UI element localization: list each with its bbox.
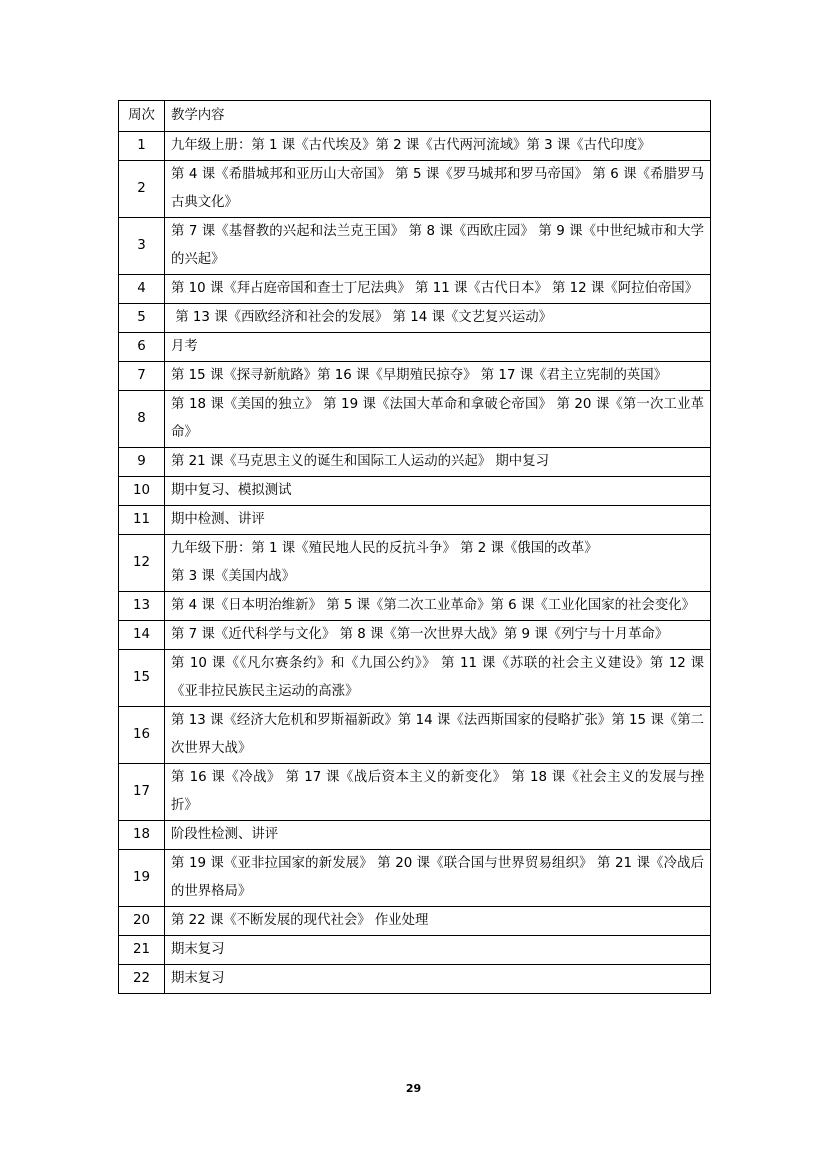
lesson-text: 期中检测、讲评 — [171, 512, 265, 527]
week-number: 15 — [119, 650, 165, 707]
lesson-text: 阶段性检测、讲评 — [171, 827, 279, 842]
lesson-text: 期末复习 — [171, 971, 225, 986]
lesson-content — [165, 707, 711, 764]
week-number: 18 — [119, 821, 165, 850]
lesson-text: 第 13 课《经济大危机和罗斯福新政》第 14 课《法西斯国家的侵略扩张》第 15 课《第二次世界大战》 — [171, 713, 704, 756]
table-row — [119, 936, 711, 965]
lesson-text: 第 21 课《马克思主义的诞生和国际工人运动的兴起》 期中复习 — [171, 454, 549, 469]
table-row — [119, 764, 711, 821]
lesson-text: 月考 — [171, 339, 198, 354]
lesson-content — [165, 333, 711, 362]
week-number: 1 — [119, 132, 165, 161]
lesson-text: 九年级上册：第 1 课《古代埃及》第 2 课《古代两河流域》第 3 课《古代印度》 — [171, 138, 651, 153]
table-row — [119, 132, 711, 161]
lesson-content — [165, 275, 711, 304]
lesson-content — [165, 592, 711, 621]
lesson-text: 期中复习、模拟测试 — [171, 483, 292, 498]
lesson-text: 第 15 课《探寻新航路》第 16 课《早期殖民掠夺》 第 17 课《君主立宪制的英国》 — [171, 368, 668, 383]
lesson-text: 第 22 课《不断发展的现代社会》 作业处理 — [171, 913, 429, 928]
week-number: 13 — [119, 592, 165, 621]
lesson-content — [165, 821, 711, 850]
lesson-content — [165, 161, 711, 218]
table-row — [119, 621, 711, 650]
lesson-text-line2: 第 3 课《美国内战》 — [171, 569, 296, 584]
lesson-content — [165, 965, 711, 994]
week-number: 2 — [119, 161, 165, 218]
week-number: 22 — [119, 965, 165, 994]
lesson-content — [165, 621, 711, 650]
table-row — [119, 391, 711, 448]
lesson-text: 第 13 课《西欧经济和社会的发展》 第 14 课《文艺复兴运动》 — [171, 310, 552, 325]
lesson-text: 第 4 课《希腊城邦和亚历山大帝国》 第 5 课《罗马城邦和罗马帝国》 第 6 课《希腊罗马古典文化》 — [171, 167, 704, 210]
lesson-text: 第 7 课《近代科学与文化》 第 8 课《第一次世界大战》第 9 课《列宁与十月革命》 — [171, 627, 669, 642]
lesson-content — [165, 535, 711, 592]
table-row — [119, 333, 711, 362]
lesson-text: 第 16 课《冷战》 第 17 课《战后资本主义的新变化》 第 18 课《社会主义的发展与挫折》 — [171, 770, 704, 813]
week-number: 14 — [119, 621, 165, 650]
week-number: 21 — [119, 936, 165, 965]
lesson-text: 第 4 课《日本明治维新》 第 5 课《第二次工业革命》第 6 课《工业化国家的社会变化》 — [171, 598, 696, 613]
lesson-content — [165, 391, 711, 448]
lesson-content — [165, 132, 711, 161]
teaching-schedule-table — [118, 100, 711, 994]
week-number: 4 — [119, 275, 165, 304]
lesson-content — [165, 506, 711, 535]
week-number: 7 — [119, 362, 165, 391]
table-header-row — [119, 101, 711, 132]
week-number: 20 — [119, 907, 165, 936]
lesson-content — [165, 477, 711, 506]
lesson-text: 期末复习 — [171, 942, 225, 957]
week-number: 3 — [119, 218, 165, 275]
lesson-content — [165, 907, 711, 936]
lesson-content — [165, 650, 711, 707]
table-row — [119, 592, 711, 621]
page-number: 29 — [405, 1082, 422, 1095]
table-row — [119, 362, 711, 391]
week-number: 11 — [119, 506, 165, 535]
table-row — [119, 907, 711, 936]
lesson-content — [165, 218, 711, 275]
table-row — [119, 821, 711, 850]
table-row — [119, 535, 711, 592]
table-row — [119, 218, 711, 275]
week-number: 5 — [119, 304, 165, 333]
table-row — [119, 707, 711, 764]
lesson-text: 第 7 课《基督教的兴起和法兰克王国》 第 8 课《西欧庄园》 第 9 课《中世纪城市和大学的兴起》 — [171, 224, 704, 267]
lesson-text: 九年级下册：第 1 课《殖民地人民的反抗斗争》 第 2 课《俄国的改革》 — [171, 541, 598, 556]
week-number: 6 — [119, 333, 165, 362]
table-row — [119, 448, 711, 477]
lesson-content — [165, 764, 711, 821]
week-number: 17 — [119, 764, 165, 821]
lesson-text: 第 10 课《《凡尔赛条约》和《九国公约》》 第 11 课《苏联的社会主义建设》第 12 课《亚非拉民族民主运动的高涨》 — [171, 656, 704, 699]
week-number: 9 — [119, 448, 165, 477]
table-row — [119, 650, 711, 707]
week-number: 12 — [119, 535, 165, 592]
header-week: 周次 — [119, 101, 165, 132]
lesson-content — [165, 448, 711, 477]
week-number: 10 — [119, 477, 165, 506]
table-row — [119, 161, 711, 218]
week-number: 19 — [119, 850, 165, 907]
lesson-text: 第 10 课《拜占庭帝国和查士丁尼法典》 第 11 课《古代日本》 第 12 课《阿拉伯帝国》 — [171, 281, 699, 296]
table-row — [119, 850, 711, 907]
week-number: 16 — [119, 707, 165, 764]
table-row — [119, 304, 711, 333]
table-row — [119, 275, 711, 304]
lesson-text: 第 18 课《美国的独立》 第 19 课《法国大革命和拿破仑帝国》 第 20 课《第一次工业革命》 — [171, 397, 704, 440]
lesson-content — [165, 936, 711, 965]
table-row — [119, 477, 711, 506]
lesson-content — [165, 304, 711, 333]
lesson-content — [165, 362, 711, 391]
lesson-text: 第 19 课《亚非拉国家的新发展》 第 20 课《联合国与世界贸易组织》 第 21 课《冷战后的世界格局》 — [171, 856, 704, 899]
week-number: 8 — [119, 391, 165, 448]
table-row — [119, 506, 711, 535]
header-content: 教学内容 — [165, 101, 711, 132]
lesson-content — [165, 850, 711, 907]
table-row — [119, 965, 711, 994]
